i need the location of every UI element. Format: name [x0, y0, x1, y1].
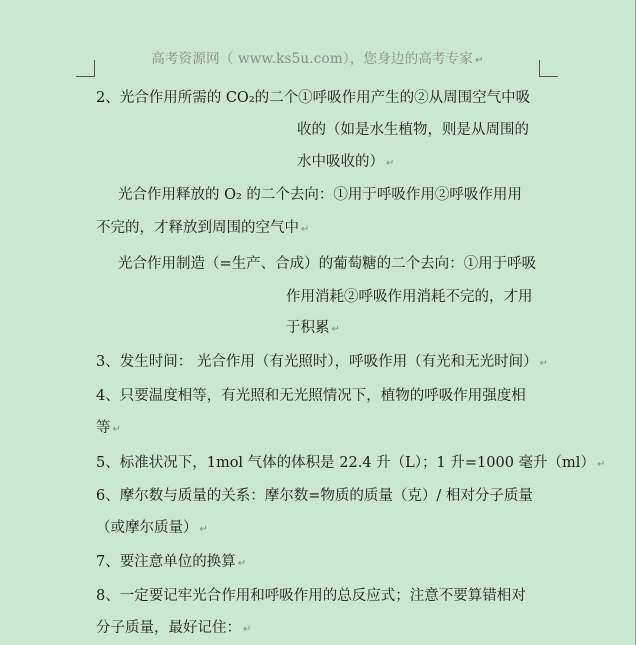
text-line: 作用消耗②呼吸作用消耗不完的，才用: [286, 289, 533, 305]
text-line: 2、光合作用所需的 CO₂的二个①呼吸作用产生的②从周围空气中吸: [96, 90, 531, 106]
header-text: 高考资源网（ www.ks5u.com），您身边的高考专家: [151, 51, 474, 67]
text-line: 分子质量，最好记住： ↵: [96, 620, 252, 636]
paragraph-mark: ↵: [386, 158, 395, 169]
page-header: [0, 47, 635, 67]
text-line: 4、只要温度相等，有光照和无光照情况下，植物的呼吸作用强度相: [96, 388, 526, 404]
paragraph-mark: ↵: [539, 358, 548, 369]
text-line: 光合作用制造（=生产、合成）的葡萄糖的二个去向：①用于呼吸: [118, 256, 537, 272]
paragraph-mark: ↵: [596, 459, 606, 470]
paragraph-mark: ↵: [331, 324, 340, 335]
text-line: 不完的，才释放到周围的空气中 ↵: [96, 220, 310, 236]
text-line: 于积累 ↵: [286, 320, 340, 336]
text-line: 6、摩尔数与质量的关系：摩尔数=物质的质量（克）/ 相对分子质量: [96, 488, 533, 504]
paragraph-mark: ↵: [475, 55, 484, 66]
text-line: 水中吸收的） ↵: [297, 154, 395, 170]
paragraph-mark: ↵: [301, 224, 310, 235]
text-line: 收的（如是水生植物，则是从周围的: [297, 122, 529, 138]
text-line: 3、发生时间： 光合作用（有光照时），呼吸作用（有光和无光时间） ↵: [96, 354, 548, 370]
text-line: 等 ↵: [96, 420, 121, 436]
paragraph-mark: ↵: [199, 524, 208, 535]
paragraph-mark: ↵: [243, 624, 252, 635]
text-line: 5、标准状况下，1mol 气体的体积是 22.4 升（L）；1 升=1000 毫升（ml） ↵: [96, 455, 606, 471]
text-line: 8、一定要记牢光合作用和呼吸作用的总反应式；注意不要算错相对: [96, 588, 526, 604]
paragraph-mark: ↵: [237, 558, 247, 569]
text-line: （或摩尔质量） ↵: [96, 520, 208, 536]
text-line: 7、要注意单位的换算 ↵: [96, 554, 247, 570]
paragraph-mark: ↵: [112, 424, 121, 435]
text-line: 光合作用释放的 O₂ 的二个去向：①用于呼吸作用②呼吸作用用: [118, 187, 522, 203]
